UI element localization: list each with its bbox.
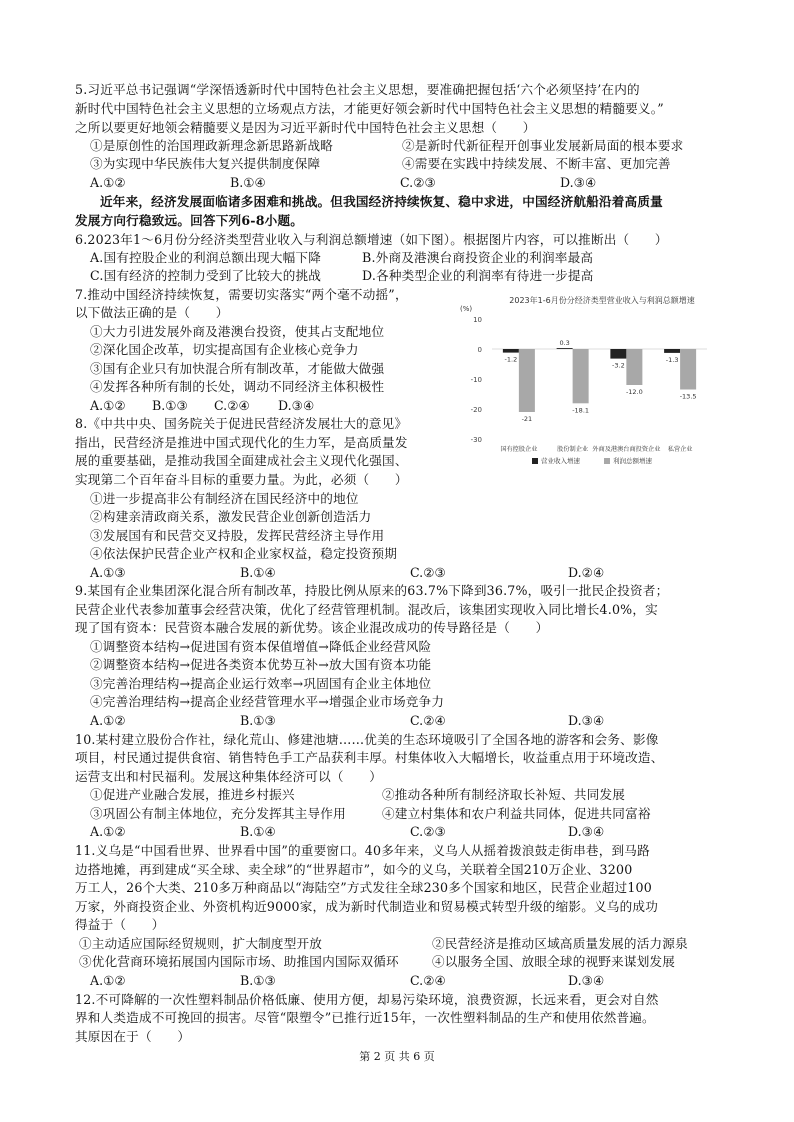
- q10-stem-line1: 10.某村建立股份合作社，绿化荒山、修建池塘……优美的生态环境吸引了全国各地的游客和会务、影像: [75, 732, 659, 747]
- chart-y-tick-label: -20: [470, 406, 482, 414]
- q7-option-a[interactable]: A.①②: [90, 398, 126, 413]
- q8-stem-line2: 指出，民营经济是推进中国式现代化的生力军，是高质量发: [75, 435, 408, 450]
- q11-option-a[interactable]: A.①②: [90, 973, 126, 988]
- q7-option-c[interactable]: C.②④: [214, 398, 250, 413]
- chart-bar-revenue: [557, 348, 573, 349]
- q5-option-c[interactable]: C.②③: [400, 175, 436, 190]
- chart-data-label: 0.3: [559, 339, 570, 348]
- q11-statement-4: ④以服务全国、放眼全球的视野来谋划发展: [432, 954, 676, 969]
- page-footer: 第 2 页 共 6 页: [359, 1050, 435, 1063]
- q5-statement-2: ②是新时代新征程开创事业发展新局面的根本要求: [402, 138, 684, 153]
- chart-bar-profit: [573, 349, 589, 403]
- chart-data-label: -18.1: [572, 406, 590, 415]
- q7-statement-3: ③国有企业只有加快混合所有制改革，才能做大做强: [90, 361, 385, 376]
- chart-y-unit: (%): [460, 305, 473, 313]
- q10-option-c[interactable]: C.②③: [410, 824, 446, 839]
- q10-stem-line2: 项目，村民通过提供食宿、销售特色手工产品获利丰厚。村集体收入大幅增长，收益重点用于环境改造、: [75, 750, 664, 765]
- q8-option-a[interactable]: A.①③: [90, 565, 126, 580]
- chart-category-label: 股份制企业: [557, 446, 589, 453]
- q9-stem-line2: 民营企业代表参加董事会经营决策，优化了经营管理机制。混改后，该集团实现收入同比增长4.0%，实: [75, 602, 658, 617]
- q7-stem-line1: 7.推动中国经济持续恢复，需要切实落实“两个毫不动摇”，: [75, 287, 408, 302]
- chart-data-label: -13.5: [679, 392, 697, 401]
- q7-option-b[interactable]: B.①③: [152, 398, 188, 413]
- q6-stem: 6.2023年1～6月份分经济类型营业收入与利润总额增速（如下图）。根据图片内容，可以推断出（ ）: [75, 232, 668, 247]
- q8-statement-4: ④依法保护民营企业产权和企业家权益，稳定投资预期: [90, 546, 398, 561]
- q8-option-c[interactable]: C.②③: [410, 565, 446, 580]
- chart-bar-profit: [519, 349, 535, 412]
- chart-y-tick-label: -10: [470, 376, 482, 384]
- q11-option-b[interactable]: B.①③: [240, 973, 276, 988]
- q10-statement-1: ①促进产业融合发展，推进乡村振兴: [90, 787, 295, 802]
- q9-statement-3: ③完善治理结构→提高企业运行效率→巩固国有企业主体地位: [90, 676, 432, 691]
- q10-statement-4: ④建立村集体和农户利益共同体，促进共同富裕: [382, 806, 651, 821]
- q11-statement-1: ①主动适应国际经贸规则，扩大制度型开放: [79, 936, 323, 951]
- q9-option-b[interactable]: B.①③: [240, 713, 276, 728]
- chart-legend-label: 营业收入增速: [541, 457, 580, 465]
- q11-option-c[interactable]: C.②④: [410, 973, 446, 988]
- q11-statement-2: ②民营经济是推动区域高质量发展的活力源泉: [432, 936, 688, 951]
- growth-rate-chart: [452, 293, 717, 478]
- chart-y-tick-label: -30: [470, 436, 482, 444]
- q10-statement-2: ②推动各种所有制经济取长补短、共同发展: [382, 787, 626, 802]
- q12-stem-line2: 界和人类造成不可挽回的损害。尽管“限塑令”已推行近15年，一次性塑料制品的生产和使用依然普遍。: [75, 1010, 655, 1025]
- q12-stem-line3: 其原因在于（ ）: [75, 1029, 191, 1044]
- chart-bar-profit: [680, 349, 696, 390]
- q7-statement-1: ①大力引进发展外商及港澳台投资，使其占支配地位: [90, 324, 385, 339]
- q7-stem-line2: 以下做法正确的是（ ）: [75, 305, 229, 320]
- chart-data-label: -3.2: [612, 361, 625, 370]
- q10-stem-line3: 运营支出和村民福利。发展这种集体经济可以（ ）: [75, 769, 383, 784]
- chart-y-tick-label: 0: [477, 346, 482, 354]
- chart-legend-swatch: [604, 458, 610, 464]
- chart-legend-label: 利润总额增速: [613, 457, 652, 465]
- q12-stem-line1: 12.不可降解的一次性塑料制品价格低廉、使用方便，却易污染环境，浪费资源，长远来看，更会对自然: [75, 992, 659, 1007]
- q11-stem-line5: 得益于（ ）: [75, 917, 165, 932]
- q5-option-b[interactable]: B.①④: [230, 175, 266, 190]
- q9-option-c[interactable]: C.②④: [410, 713, 446, 728]
- q9-option-d[interactable]: D.③④: [568, 713, 605, 728]
- q8-stem-line4: 实现第二个百年奋斗目标的重要力量。为此，必须（ ）: [75, 472, 408, 487]
- intro-line2: 发展方向行稳致远。回答下列6-8小题。: [75, 213, 304, 228]
- chart-title: 2023年1-6月份分经济类型营业收入与利润总额增速: [509, 296, 695, 305]
- chart-bar-profit: [626, 349, 642, 385]
- q11-option-d[interactable]: D.③④: [568, 973, 605, 988]
- q6-option-d[interactable]: D.各种类型企业的利润率有待进一步提高: [362, 268, 594, 283]
- q7-option-d[interactable]: D.③④: [278, 398, 315, 413]
- q9-statement-4: ④完善治理结构→提高企业经营管理水平→增强企业市场竞争力: [90, 694, 445, 709]
- q10-option-b[interactable]: B.①④: [240, 824, 276, 839]
- q5-stem-line1: 5.习近平总书记强调“学深悟透新时代中国特色社会主义思想，要准确把握包括‘六个必须坚持’在内的: [75, 82, 640, 97]
- chart-bar-revenue: [610, 349, 626, 359]
- chart-data-label: -1.2: [504, 355, 518, 364]
- chart-data-label: -1.3: [665, 355, 679, 364]
- q8-statement-3: ③发展国有和民营交叉持股，发挥民营经济主导作用: [90, 528, 385, 543]
- q9-statement-2: ②调整资本结构→促进各类资本优势互补→放大国有资本功能: [90, 657, 432, 672]
- q6-option-b[interactable]: B.外商及港澳台商投资企业的利润率最高: [362, 250, 594, 265]
- q5-option-a[interactable]: A.①②: [90, 175, 126, 190]
- q6-option-c[interactable]: C.国有经济的控制力受到了比较大的挑战: [90, 268, 322, 283]
- chart-data-label: -21: [521, 415, 533, 423]
- q8-statement-2: ②构建亲清政商关系，激发民营企业创新创造活力: [90, 509, 372, 524]
- q8-option-d[interactable]: D.②④: [568, 565, 605, 580]
- q8-statement-1: ①进一步提高非公有制经济在国民经济中的地位: [90, 491, 359, 506]
- q9-statement-1: ①调整资本结构→促进国有资本保值增值→降低企业经营风险: [90, 639, 432, 654]
- chart-y-tick-label: 10: [473, 316, 482, 324]
- q8-stem-line1: 8.《中共中央、国务院关于促进民营经济发展壮大的意见》: [75, 416, 408, 431]
- q5-stem-line2: 新时代中国特色社会主义思想的立场观点方法，才能更好领会新时代中国特色社会主义思想的精髓要义。”: [75, 101, 664, 116]
- q5-option-d[interactable]: D.③④: [560, 175, 597, 190]
- q5-statement-1: ①是原创性的治国理政新理念新思路新战略: [90, 138, 334, 153]
- q9-stem-line3: 现了国有资本：民营资本融合发展的新优势。该企业混改成功的传导路径是（ ）: [75, 620, 549, 635]
- chart-bar-revenue: [664, 349, 680, 353]
- q11-stem-line2: 边搭地摊，再到建成“买全球、卖全球”的“世界超市”，如今的义乌，关联着全国210万企业、3200: [75, 862, 633, 877]
- q7-statement-2: ②深化国企改革，切实提高国有企业核心竞争力: [90, 342, 359, 357]
- chart-category-label: 私营企业: [667, 446, 693, 453]
- q9-option-a[interactable]: A.①②: [90, 713, 126, 728]
- q11-stem-line3: 万工人，26个大类、210多万种商品以“海陆空”方式发往全球230多个国家和地区，民营企业超过100: [75, 880, 652, 895]
- q8-stem-line3: 展的重要基础，是推动我国全面建成社会主义现代化强国、: [75, 453, 408, 468]
- intro-line1: 近年来，经济发展面临诸多困难和挑战。但我国经济持续恢复、稳中求进，中国经济航船沿着高质量: [100, 194, 663, 209]
- chart-category-label: 国有控股企业: [500, 446, 538, 453]
- q9-stem-line1: 9.某国有企业集团深化混合所有制改革，持股比例从原来的63.7%下降到36.7%，吸引一批民企投资者；: [75, 583, 669, 598]
- q5-statement-3: ③为实现中华民族伟大复兴提供制度保障: [90, 156, 321, 171]
- q10-option-a[interactable]: A.①②: [90, 824, 126, 839]
- q11-stem-line4: 万家，外商投资企业、外资机构近9000家，成为新时代制造业和贸易模式转型升级的缩影。义乌的成功: [75, 899, 658, 914]
- q10-statement-3: ③巩固公有制主体地位，充分发挥其主导作用: [90, 806, 346, 821]
- q6-option-a[interactable]: A.国有控股企业的利润总额出现大幅下降: [90, 250, 321, 265]
- q7-statement-4: ④发挥各种所有制的长处，调动不同经济主体积极性: [90, 379, 385, 394]
- q10-option-d[interactable]: D.③④: [568, 824, 605, 839]
- chart-data-label: -12.0: [625, 388, 643, 396]
- q8-option-b[interactable]: B.①④: [240, 565, 276, 580]
- chart-category-label: 外商及港澳台商投资企业: [592, 446, 661, 453]
- q5-statement-4: ④需要在实践中持续发展、不断丰富、更加完善: [402, 156, 671, 171]
- q11-stem-line1: 11.义乌是“中国看世界、世界看中国”的重要窗口。40多年来，义乌人从摇着拨浪鼓走街串巷，到马路: [75, 843, 650, 858]
- chart-legend-swatch: [532, 458, 538, 464]
- q11-statement-3: ③优化营商环境拓展国内国际市场、助推国内国际双循环: [79, 954, 399, 969]
- chart-bar-revenue: [503, 349, 519, 353]
- q5-stem-line3: 之所以要更好地领会精髓要义是因为习近平新时代中国特色社会主义思想（ ）: [75, 120, 536, 135]
